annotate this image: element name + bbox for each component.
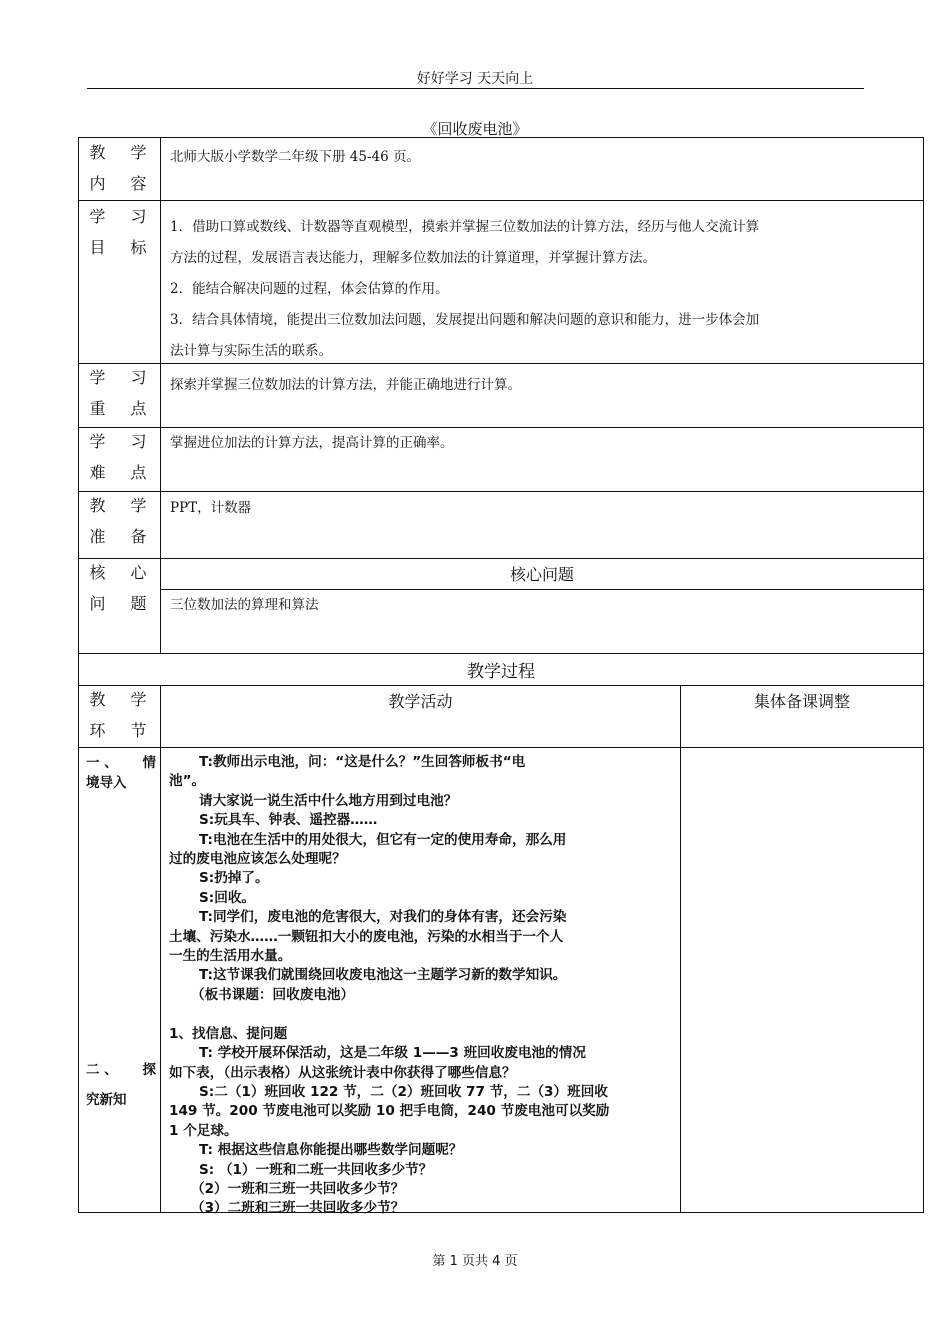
activity-line: T:教师出示电池，问：“这是什么？”生回答师板书“电 — [199, 754, 526, 770]
label-content: 教 学 内 容 — [89, 143, 157, 193]
activity-line: S: （1）一班和二班一共回收多少节？ — [199, 1161, 433, 1178]
activity-line: 过的废电池应该怎么处理呢？ — [169, 851, 346, 868]
activity-line: 请大家说一说生活中什么地方用到过电池？ — [199, 792, 458, 809]
label-preparation: 教 学 准 备 — [89, 496, 157, 546]
activity-line: （板书课题：回收废电池） — [191, 986, 355, 1003]
activity-line: 土壤、污染水……一颗钮扣大小的废电池，污染的水相当于一个人 — [169, 928, 564, 945]
goals-text: 1．借助口算或数线、计数器等直观模型，摸索并掌握三位数加法的计算方法，经历与他人交流计算 方法的过程，发展语言表达能力，理解多位数加法的计算道理，并掌握计算方法。 2．能结合解决问题的过程，体会估算的作用。 3．结合具体情境，能提出三位数加法问题，发展提出问题和解决问题的意识和能力，进一步体会加 法计算与实际生活的联系。 — [170, 219, 760, 359]
activity-line: 池”。 — [169, 773, 206, 790]
label-core-question: 核 心 问 题 — [89, 563, 157, 613]
activity-line: 1 个足球。 — [169, 1122, 238, 1139]
activity-line: T:电池在生活中的用处很大，但它有一定的使用寿命，那么用 — [199, 831, 567, 848]
activity-line: S:二（1）班回收 122 节，二（2）班回收 77 节，二（3）班回收 — [199, 1083, 608, 1100]
activity-line: T:这节课我们就围绕回收废电池这一主题学习新的数学知识。 — [199, 967, 567, 984]
label-difficult-points: 学 习 难 点 — [89, 432, 157, 482]
activity-line: 一生的生活用水量。 — [169, 948, 292, 965]
activity-line: 如下表，（出示表格）从这张统计表中你获得了哪些信息？ — [169, 1064, 516, 1081]
column-group-adjustment: 集体备课调整 — [753, 692, 850, 711]
document-title: 《回收废电池》 — [422, 120, 528, 138]
column-teaching-activity: 教学活动 — [388, 692, 453, 711]
page-header: 好好学习 天天向上 — [416, 71, 534, 87]
activity-line: 149 节。200 节废电池可以奖励 10 把手电筒，240 节废电池可以奖励 — [169, 1103, 610, 1120]
activity-line: 1、找信息、提问题 — [169, 1025, 288, 1042]
activity-line — [169, 1005, 679, 1024]
key-points-text: 探索并掌握三位数加法的计算方法，并能正确地进行计算。 — [170, 377, 521, 393]
label-teaching-stage: 教 学 环 节 — [89, 690, 157, 740]
activity-line: T:同学们，废电池的危害很大，对我们的身体有害，还会污染 — [199, 909, 567, 926]
activity-line: S:玩具车、钟表、遥控器…… — [199, 812, 378, 829]
stage-explore-new-knowledge: 二 、 探 究新知 — [86, 1062, 156, 1108]
stage-situation-intro: 一 、 情 境导入 — [86, 755, 156, 791]
activity-line: （3）二班和三班一共回收多少节？ — [191, 1200, 405, 1217]
label-goals: 学 习 目 标 — [89, 207, 157, 257]
activity-line: S:回收。 — [199, 889, 256, 906]
preparation-text: PPT，计数器 — [170, 500, 252, 516]
activity-line: S:扔掉了。 — [199, 870, 269, 887]
process-heading: 教学过程 — [467, 662, 535, 682]
core-question-text: 三位数加法的算理和算法 — [170, 597, 319, 613]
content-text: 北师大版小学数学二年级下册 45-46 页。 — [170, 149, 421, 165]
teaching-activity-text — [169, 753, 679, 1219]
activity-line: （2）一班和三班一共回收多少节？ — [191, 1180, 405, 1197]
activity-line: T: 学校开展环保活动，这是二年级 1——3 班回收废电池的情况 — [199, 1045, 586, 1062]
difficult-points-text: 掌握进位加法的计算方法，提高计算的正确率。 — [170, 435, 454, 451]
activity-line: T: 根据这些信息你能提出哪些数学问题呢？ — [199, 1142, 463, 1159]
label-key-points: 学 习 重 点 — [89, 368, 157, 418]
page-footer: 第 1 页共 4 页 — [432, 1254, 518, 1269]
core-question-heading: 核心问题 — [509, 565, 574, 584]
